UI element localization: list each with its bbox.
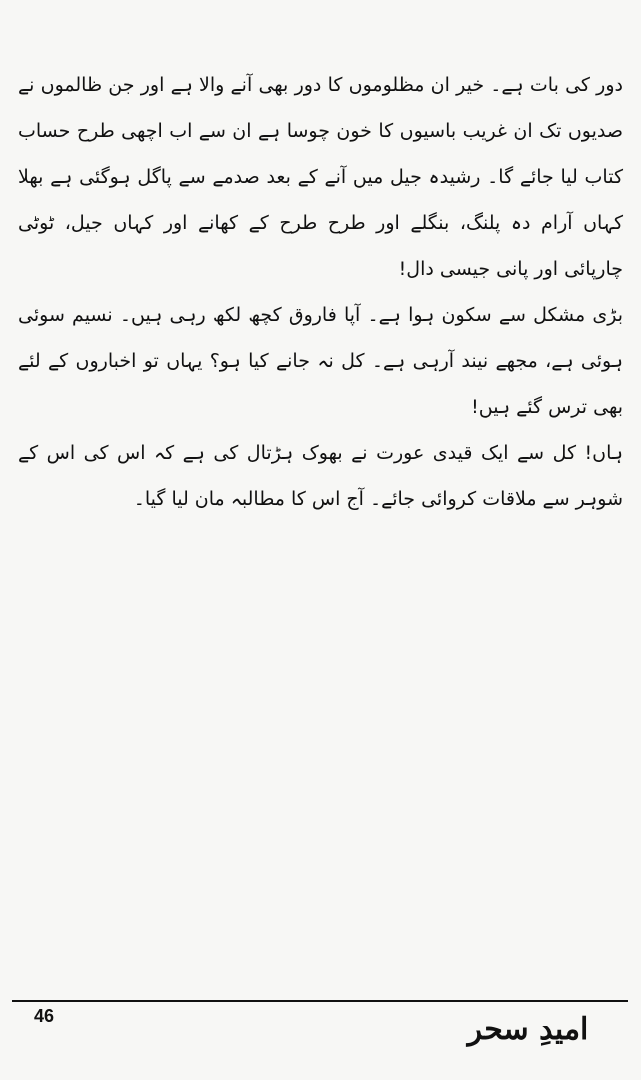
body-text	[18, 62, 623, 522]
book-title: امیدِ سحر	[467, 1012, 589, 1047]
footer-divider	[12, 1000, 628, 1002]
paragraph-3: ہاں! کل سے ایک قیدی عورت نے بھوک ہڑتال کی ہے کہ اس کی اس کے شوہر سے ملاقات کروائی جائے۔ آج اس کا مطالبہ مان لیا گیا۔	[18, 442, 623, 510]
page-number: 46	[34, 1006, 55, 1026]
paragraph-1: دور کی بات ہے۔ خیر ان مظلوموں کا دور بھی آنے والا ہے اور جن ظالموں نے صدیوں تک ان غریب باسیوں کا خون چوسا ہے ان سے اب اچھی طرح حساب کتاب لیا جائے گا۔ رشیدہ جیل میں آنے کے بعد صدمے سے پاگل ہوگئی ہے بھلا کہاں آرام دہ پلنگ، بنگلے اور طرح طرح کے کھانے اور کہاں جیل، ٹوٹی چارپائی اور پانی جیسی دال!	[18, 74, 623, 280]
paragraph-2: بڑی مشکل سے سکون ہوا ہے۔ آپا فاروق کچھ لکھ رہی ہیں۔ نسیم سوئی ہوئی ہے، مجھے نیند آرہی ہے۔ کل نہ جانے کیا ہو؟ یہاں تو اخباروں کے لئے بھی ترس گئے ہیں!	[18, 304, 623, 418]
